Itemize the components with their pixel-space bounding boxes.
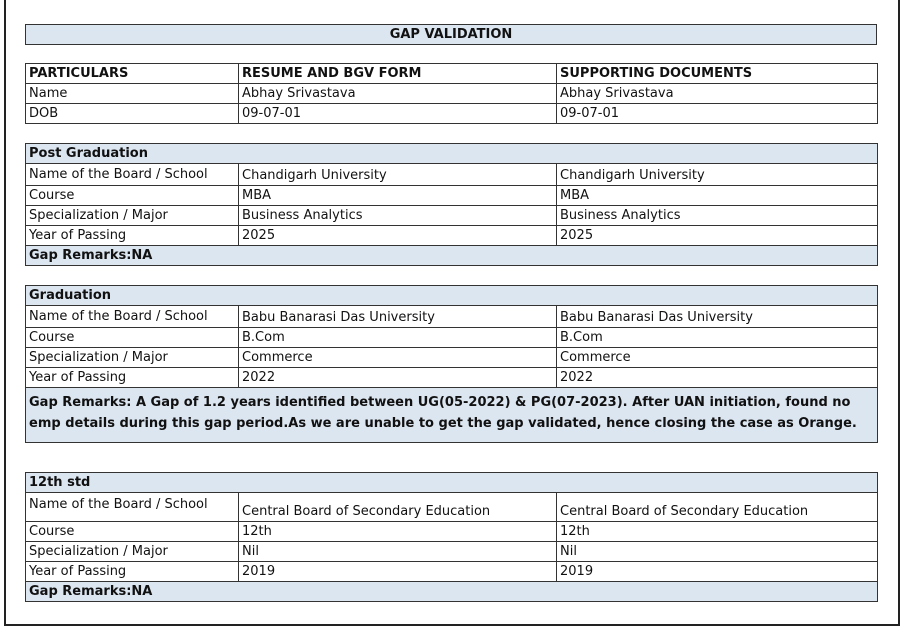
row-label: DOB xyxy=(26,104,239,124)
section-title: Post Graduation xyxy=(26,144,878,164)
row-label: Specialization / Major xyxy=(26,348,239,368)
section-title: Graduation xyxy=(26,286,878,306)
row-resume: 12th xyxy=(239,522,557,542)
header-docs: SUPPORTING DOCUMENTS xyxy=(557,64,878,84)
row-docs: Nil xyxy=(557,542,878,562)
row-resume: Nil xyxy=(239,542,557,562)
row-docs: Chandigarh University xyxy=(557,164,878,186)
section-title: 12th std xyxy=(26,473,878,493)
row-docs: Central Board of Secondary Education xyxy=(557,493,878,522)
row-docs: Babu Banarasi Das University xyxy=(557,306,878,328)
table-row xyxy=(26,562,878,582)
table-row xyxy=(26,206,878,226)
row-label: Name of the Board / School xyxy=(26,164,239,186)
row-label: Name of the Board / School xyxy=(26,493,239,522)
personal-table xyxy=(25,63,878,124)
page-title: GAP VALIDATION xyxy=(26,25,877,45)
title-table xyxy=(25,24,877,45)
row-label: Year of Passing xyxy=(26,226,239,246)
table-row xyxy=(26,522,878,542)
gap-remarks: Gap Remarks:NA xyxy=(26,582,878,602)
table-row xyxy=(26,328,878,348)
twelfth-table xyxy=(25,472,878,602)
table-row xyxy=(26,542,878,562)
gap-remarks: Gap Remarks: A Gap of 1.2 years identified between UG(05-2022) & PG(07-2023). After UAN initiation, found no emp details during this gap period.As we are unable to get the gap validated, hence closing the case as Orange. xyxy=(26,388,878,443)
row-label: Course xyxy=(26,328,239,348)
row-resume: 2022 xyxy=(239,368,557,388)
header-particulars: PARTICULARS xyxy=(26,64,239,84)
row-label: Course xyxy=(26,522,239,542)
row-docs: Commerce xyxy=(557,348,878,368)
row-label: Name of the Board / School xyxy=(26,306,239,328)
row-resume: Business Analytics xyxy=(239,206,557,226)
header-resume: RESUME AND BGV FORM xyxy=(239,64,557,84)
row-docs: MBA xyxy=(557,186,878,206)
row-resume: 09-07-01 xyxy=(239,104,557,124)
table-row xyxy=(26,348,878,368)
row-resume: Chandigarh University xyxy=(239,164,557,186)
table-row xyxy=(26,493,878,522)
row-docs: Business Analytics xyxy=(557,206,878,226)
row-docs: 12th xyxy=(557,522,878,542)
row-label: Specialization / Major xyxy=(26,542,239,562)
row-label: Year of Passing xyxy=(26,562,239,582)
table-row xyxy=(26,186,878,206)
row-label: Specialization / Major xyxy=(26,206,239,226)
graduation-table xyxy=(25,285,878,443)
table-row xyxy=(26,368,878,388)
table-row xyxy=(26,164,878,186)
table-row xyxy=(26,226,878,246)
row-resume: Babu Banarasi Das University xyxy=(239,306,557,328)
row-resume: 2019 xyxy=(239,562,557,582)
row-label: Year of Passing xyxy=(26,368,239,388)
row-label: Course xyxy=(26,186,239,206)
row-resume: MBA xyxy=(239,186,557,206)
row-docs: B.Com xyxy=(557,328,878,348)
gap-remarks: Gap Remarks:NA xyxy=(26,246,878,266)
table-row xyxy=(26,84,878,104)
table-row xyxy=(26,104,878,124)
row-docs: 2019 xyxy=(557,562,878,582)
row-docs: 2025 xyxy=(557,226,878,246)
row-resume: Abhay Srivastava xyxy=(239,84,557,104)
row-resume: Central Board of Secondary Education xyxy=(239,493,557,522)
post-graduation-table xyxy=(25,143,878,266)
row-resume: 2025 xyxy=(239,226,557,246)
row-docs: 09-07-01 xyxy=(557,104,878,124)
row-resume: Commerce xyxy=(239,348,557,368)
row-label: Name xyxy=(26,84,239,104)
row-docs: Abhay Srivastava xyxy=(557,84,878,104)
row-docs: 2022 xyxy=(557,368,878,388)
table-row xyxy=(26,306,878,328)
header-row xyxy=(26,64,878,84)
row-resume: B.Com xyxy=(239,328,557,348)
